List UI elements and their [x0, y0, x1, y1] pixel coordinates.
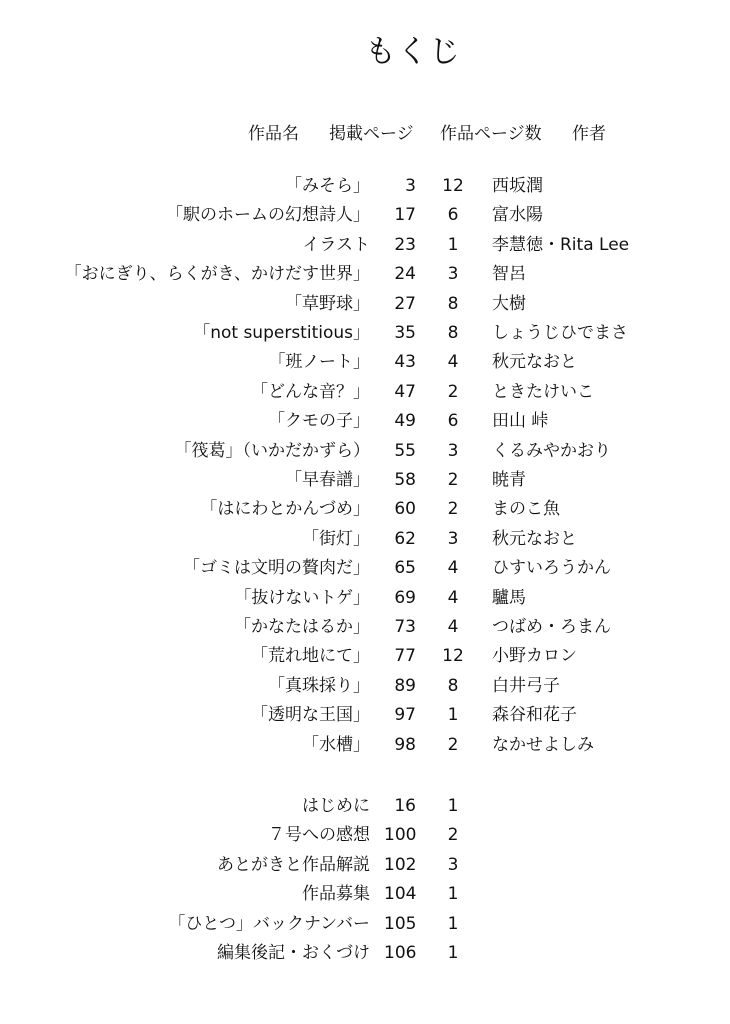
- list-item: [0, 910, 730, 939]
- work-name: 「かなたはるか」: [234, 617, 370, 637]
- work-page-count: 3: [447, 264, 459, 285]
- work-author: 小野カロン: [492, 646, 577, 667]
- work-name: 「早春譜」: [285, 470, 370, 490]
- work-page-count: 3: [447, 440, 459, 461]
- list-item: [0, 701, 730, 730]
- work-name: 「抜けないトゲ」: [234, 587, 370, 608]
- work-page: 17: [394, 205, 416, 226]
- work-page: 97: [394, 705, 416, 726]
- section-page: 105: [384, 913, 417, 934]
- work-page: 65: [394, 558, 416, 579]
- work-author: 田山 峠: [492, 411, 549, 432]
- work-name: 「班ノート」: [268, 352, 370, 373]
- work-author: 秋元なおと: [492, 528, 577, 549]
- section-page: 16: [394, 796, 416, 816]
- work-page: 89: [394, 675, 416, 696]
- work-page-count: 12: [442, 176, 464, 196]
- work-author: くるみやかおり: [492, 440, 611, 461]
- work-page-count: 12: [442, 646, 464, 667]
- work-author: 李慧徳・Rita Lee: [492, 234, 630, 255]
- work-author: 富水陽: [492, 205, 543, 226]
- work-page-count: 6: [447, 411, 459, 432]
- list-item: [0, 939, 730, 968]
- table-header: [0, 120, 730, 148]
- work-page: 47: [394, 381, 416, 402]
- work-page-count: 8: [447, 293, 459, 314]
- work-page: 60: [394, 499, 416, 520]
- work-name: 「街灯」: [302, 528, 370, 549]
- work-page-count: 6: [447, 205, 459, 226]
- work-name: 「筏葛」（いかだかずら）: [174, 440, 370, 461]
- work-name: 「透明な王国」: [251, 705, 370, 726]
- list-item: [0, 172, 730, 201]
- work-author: 暁青: [492, 470, 526, 490]
- work-page-count: 2: [447, 734, 459, 755]
- header-work-name: 作品名: [248, 124, 299, 144]
- work-page: 43: [394, 352, 416, 373]
- work-name: 「荒れ地にて」: [251, 646, 370, 667]
- section-name: 「ひとつ」バックナンバー: [168, 913, 370, 934]
- work-page: 24: [394, 264, 416, 285]
- work-page: 62: [394, 528, 416, 549]
- work-page-count: 4: [447, 352, 459, 373]
- section-page: 106: [384, 943, 417, 963]
- header-page-count: 作品ページ数: [440, 124, 542, 144]
- section-page-count: 2: [447, 825, 459, 846]
- header-page: 掲載ページ: [329, 124, 414, 144]
- list-item: [0, 792, 730, 821]
- list-item: [0, 319, 730, 348]
- list-item: [0, 642, 730, 671]
- section-page: 102: [384, 854, 417, 875]
- work-author: ひすいろうかん: [492, 558, 611, 579]
- work-name: イラスト: [302, 234, 370, 255]
- section-page: 104: [384, 884, 417, 905]
- work-page-count: 1: [447, 705, 459, 726]
- page-title: もくじ: [365, 34, 461, 70]
- work-page-count: 4: [447, 617, 459, 637]
- section-name: 作品募集: [302, 884, 370, 905]
- section-page-count: 1: [447, 943, 459, 963]
- work-author: まのこ魚: [492, 499, 560, 520]
- work-name: 「どんな音？」: [251, 381, 370, 402]
- work-page: 73: [394, 617, 416, 637]
- work-page: 69: [394, 587, 416, 608]
- work-page-count: 1: [447, 234, 459, 255]
- work-page-count: 8: [447, 323, 459, 343]
- list-item: [0, 260, 730, 289]
- work-page-count: 2: [447, 499, 459, 520]
- list-item: [0, 584, 730, 613]
- work-page: 98: [394, 734, 416, 755]
- section-page: 100: [384, 825, 417, 846]
- header-author: 作者: [572, 124, 606, 144]
- work-author: 大樹: [492, 293, 526, 314]
- work-name: 「真珠採り」: [268, 675, 370, 696]
- work-page-count: 2: [447, 381, 459, 402]
- work-author: ときたけいこ: [492, 381, 594, 402]
- section-name: はじめに: [302, 796, 370, 816]
- list-item: [0, 851, 730, 880]
- work-page: 55: [394, 440, 416, 461]
- section-page-count: 1: [447, 796, 459, 816]
- list-item: [0, 407, 730, 436]
- work-page: 23: [394, 234, 416, 255]
- work-author: 森谷和花子: [492, 705, 577, 726]
- section-name: 編集後記・おくづけ: [217, 943, 370, 963]
- work-author: しょうじひでまさ: [492, 323, 628, 343]
- list-item: [0, 821, 730, 850]
- work-name: 「おにぎり、らくがき、かけだす世界」: [64, 264, 370, 285]
- list-item: [0, 731, 730, 760]
- section-name: あとがきと作品解説: [217, 854, 370, 875]
- work-name: 「みそら」: [285, 176, 370, 196]
- work-author: 驢馬: [492, 587, 526, 608]
- work-name: 「駅のホームの幻想詩人」: [166, 205, 370, 226]
- work-name: 「はにわとかんづめ」: [200, 499, 370, 520]
- work-author: 秋元なおと: [492, 352, 577, 373]
- list-item: [0, 201, 730, 230]
- work-author: 智呂: [492, 264, 526, 285]
- work-page-count: 3: [447, 528, 459, 549]
- work-page: 27: [394, 293, 416, 314]
- work-page-count: 2: [447, 470, 459, 490]
- section-page-count: 3: [447, 854, 459, 875]
- work-author: なかせよしみ: [492, 734, 594, 755]
- work-page: 35: [394, 323, 416, 343]
- list-item: [0, 437, 730, 466]
- work-name: 「not superstitious」: [193, 323, 370, 343]
- work-page: 3: [405, 176, 416, 196]
- work-author: 白井弓子: [492, 675, 560, 696]
- list-item: [0, 348, 730, 377]
- section-page-count: 1: [447, 913, 459, 934]
- list-item: [0, 672, 730, 701]
- list-item: [0, 554, 730, 583]
- work-name: 「草野球」: [285, 293, 370, 314]
- list-item: [0, 290, 730, 319]
- work-name: 「水槽」: [302, 734, 370, 755]
- work-page-count: 8: [447, 675, 459, 696]
- section-name: ７号への感想: [268, 825, 370, 846]
- work-name: 「クモの子」: [268, 411, 370, 432]
- work-page: 58: [394, 470, 416, 490]
- work-page-count: 4: [447, 587, 459, 608]
- list-item: [0, 525, 730, 554]
- list-item: [0, 466, 730, 495]
- work-page-count: 4: [447, 558, 459, 579]
- work-name: 「ゴミは文明の贅肉だ」: [183, 558, 370, 579]
- list-item: [0, 378, 730, 407]
- list-item: [0, 613, 730, 642]
- work-page: 77: [394, 646, 416, 667]
- list-item: [0, 231, 730, 260]
- work-page: 49: [394, 411, 416, 432]
- work-author: 西坂潤: [492, 176, 543, 196]
- work-author: つばめ・ろまん: [492, 617, 611, 637]
- section-page-count: 1: [447, 884, 459, 905]
- list-item: [0, 880, 730, 909]
- list-item: [0, 495, 730, 524]
